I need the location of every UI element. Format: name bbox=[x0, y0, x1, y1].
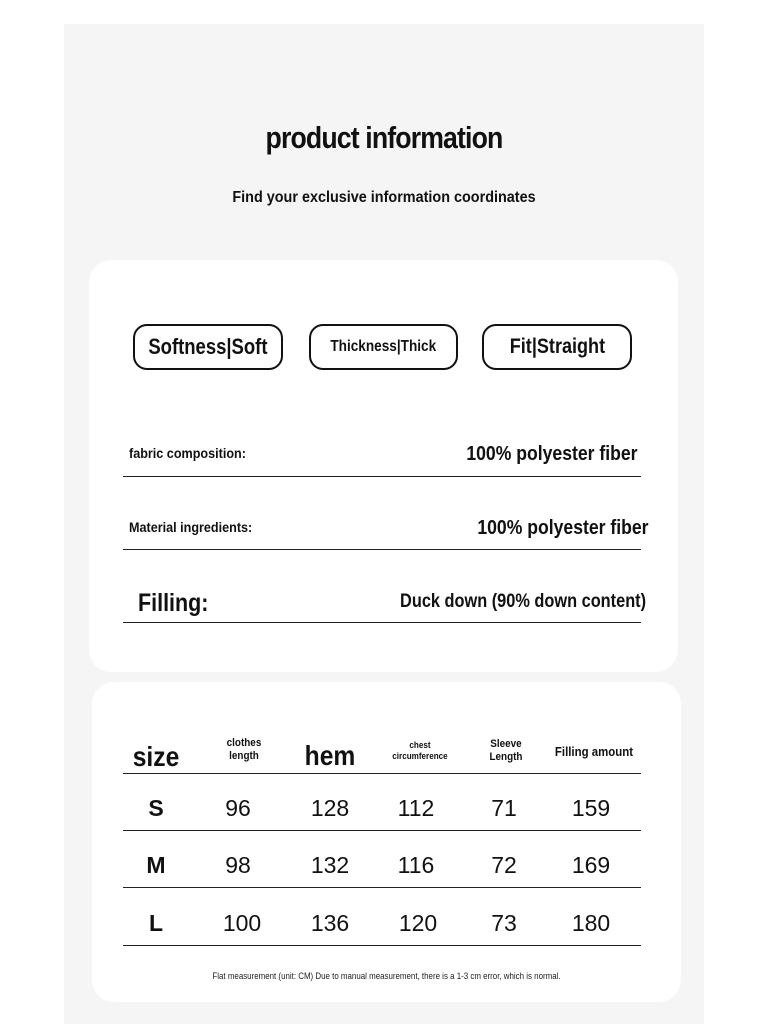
size-chart-card bbox=[92, 682, 681, 1002]
length-cell: 100 bbox=[222, 910, 262, 936]
header-clothes-length-line1: clothes bbox=[226, 737, 262, 749]
header-chest bbox=[384, 740, 456, 762]
header-clothes-length-line2: length bbox=[229, 750, 259, 763]
size-cell: L bbox=[148, 910, 164, 936]
header-chest-line2: circumference bbox=[392, 750, 448, 761]
divider bbox=[123, 887, 641, 888]
header-sleeve-line2: Length bbox=[489, 751, 523, 764]
filling-label: Filling: bbox=[138, 589, 209, 617]
divider bbox=[123, 476, 641, 477]
page-subtitle: Find your exclusive information coordinates bbox=[232, 189, 536, 206]
sleeve-cell: 72 bbox=[491, 852, 517, 878]
softness-badge bbox=[133, 324, 283, 370]
chest-cell: 116 bbox=[397, 852, 435, 878]
size-cell: S bbox=[148, 795, 164, 821]
header-size: size bbox=[132, 741, 180, 772]
divider bbox=[123, 830, 641, 831]
fabric-composition-label: fabric composition: bbox=[129, 445, 246, 461]
hem-cell: 132 bbox=[310, 852, 350, 878]
material-ingredients-value: 100% polyester fiber bbox=[477, 517, 649, 539]
material-ingredients-label: Material ingredients: bbox=[129, 519, 253, 535]
header-sleeve-line1: Sleeve bbox=[490, 738, 522, 750]
divider bbox=[123, 549, 641, 550]
fit-label: Fit|Straight bbox=[509, 335, 605, 358]
thickness-badge bbox=[309, 324, 458, 370]
hem-cell: 136 bbox=[310, 910, 350, 936]
header-chest-line1: chest bbox=[409, 740, 431, 750]
header-sleeve-length bbox=[477, 738, 535, 764]
sleeve-cell: 73 bbox=[491, 910, 517, 936]
page-title: product information bbox=[265, 120, 503, 155]
chest-cell: 112 bbox=[397, 795, 435, 821]
filling-cell: 169 bbox=[571, 852, 611, 878]
sleeve-cell: 71 bbox=[491, 795, 517, 821]
length-cell: 96 bbox=[225, 795, 251, 821]
filling-cell: 180 bbox=[571, 910, 611, 936]
thickness-label: Thickness|Thick bbox=[330, 338, 437, 355]
divider bbox=[123, 622, 641, 623]
measurement-note: Flat measurement (unit: CM) Due to manual measurement, there is a 1-3 cm error, which is normal. bbox=[212, 971, 561, 981]
divider bbox=[123, 945, 641, 946]
length-cell: 98 bbox=[225, 852, 251, 878]
header-clothes-length bbox=[212, 737, 277, 763]
fabric-composition-value: 100% polyester fiber bbox=[466, 443, 638, 465]
softness-label: Softness|Soft bbox=[148, 334, 268, 359]
filling-value: Duck down (90% down content) bbox=[399, 591, 646, 612]
divider bbox=[123, 773, 641, 774]
size-cell: M bbox=[146, 852, 166, 878]
hem-cell: 128 bbox=[310, 795, 350, 821]
filling-cell: 159 bbox=[571, 795, 611, 821]
chest-cell: 120 bbox=[398, 910, 438, 936]
header-hem: hem bbox=[304, 740, 356, 771]
header-filling-amount: Filling amount bbox=[554, 744, 634, 759]
fit-badge bbox=[482, 324, 632, 370]
